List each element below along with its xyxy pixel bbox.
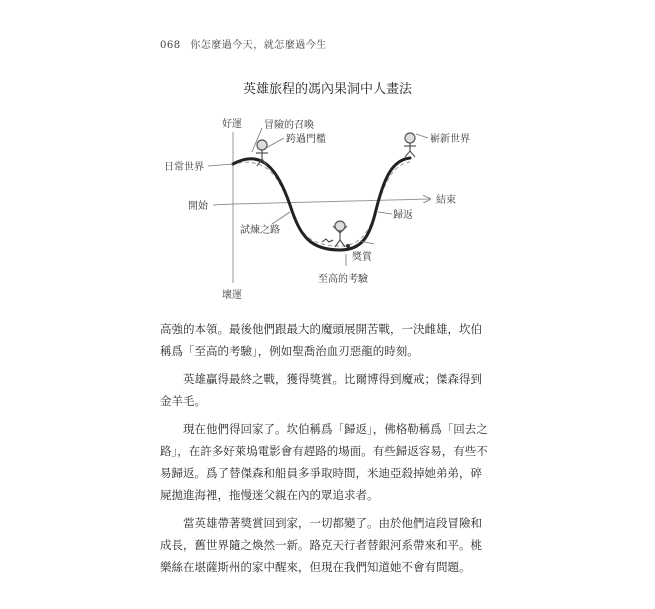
label-good-fortune: 好運 xyxy=(222,119,242,130)
label-end: 結束 xyxy=(436,195,456,206)
time-axis xyxy=(233,199,430,204)
paragraph-2: 英雄贏得最終之戰，獲得獎賞。比爾博得到魔戒；傑森得到金羊毛。 xyxy=(160,372,482,408)
label-start: 開始 xyxy=(188,201,208,212)
label-road-of-trials: 試煉之路 xyxy=(240,225,280,236)
stick-figure-ordeal-icon xyxy=(333,221,347,247)
paragraph-4: 當英雄帶著獎賞回到家，一切都變了。由於他們這段冒險和成長，舊世界隨之煥然一新。路克天行者替銀河系帶來和平。桃樂絲在堪薩斯州的家中醒來，但現在我們知道她不會有問題。 xyxy=(160,516,482,574)
leader-ordinary xyxy=(208,164,233,166)
page-number: 068 xyxy=(160,40,181,51)
paragraph-1: 高強的本領。最後他們跟最大的魔頭展開苦戰，一決雌雄，坎伯稱爲「至高的考驗」，例如聖喬治血刃惡龍的時刻。 xyxy=(160,322,482,358)
label-return: 歸返 xyxy=(393,210,413,221)
figure-title: 英雄旅程的馮內果洞中人畫法 xyxy=(242,82,412,97)
label-supreme-ordeal: 至高的考驗 xyxy=(318,274,368,285)
stick-figure-end-icon xyxy=(404,133,416,157)
label-ill-fortune: 壞運 xyxy=(222,290,242,301)
body-text xyxy=(160,318,490,584)
label-crossing-threshold: 跨過門檻 xyxy=(286,134,326,145)
leader-trials xyxy=(272,212,290,224)
label-call-to-adventure: 冒險的召喚 xyxy=(264,120,314,131)
running-title: 你怎麼過今天，就怎麼過今生 xyxy=(190,40,327,51)
leader-threshold xyxy=(266,138,284,148)
label-reward: 獎賞 xyxy=(352,252,372,263)
journey-curve xyxy=(233,158,410,250)
leader-return xyxy=(378,212,392,214)
label-new-world: 嶄新世界 xyxy=(430,134,470,145)
paragraph-3: 現在他們得回家了。坎伯稱爲「歸返」，佛格勒稱爲「回去之路」，在許多好萊塢電影會有趕路的場面。有些歸返容易，有些不易歸返。爲了替傑森和船員多爭取時間，米迪亞殺掉她弟弟，碎屍拋進海裡，拖慢迷父親在內的眾追求者。 xyxy=(160,422,488,502)
label-ordinary-world: 日常世界 xyxy=(164,162,204,173)
leader-new-world xyxy=(416,134,428,138)
leader-start xyxy=(213,204,233,205)
